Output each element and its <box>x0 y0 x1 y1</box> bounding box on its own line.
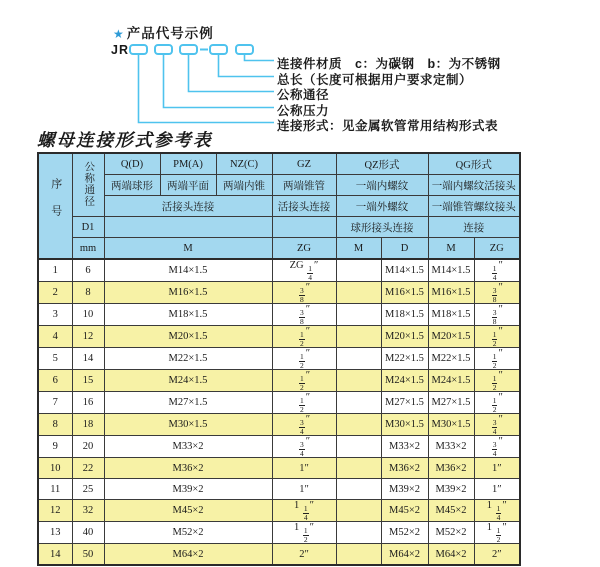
cell-qz-m <box>336 458 381 479</box>
header-col-q: Q(D) <box>104 153 160 175</box>
header-pm-sub: 两端平面 <box>160 175 216 196</box>
cell-qg-zg: 1″ <box>474 458 520 479</box>
fraction: $\frac{3}{8}$ <box>492 286 497 304</box>
cell-seq: 14 <box>38 544 72 566</box>
table-row <box>38 414 520 436</box>
cell-qz-d: M39×2 <box>381 479 428 500</box>
cell-qg-m: M27×1.5 <box>428 392 474 414</box>
cell-gz: $\frac{3}{4}$ ″ <box>272 414 336 436</box>
table-row <box>38 370 520 392</box>
fraction: $\frac{1}{2}$ <box>492 330 497 348</box>
header-col-pm: PM(A) <box>160 153 216 175</box>
header-m-col: M <box>104 238 272 260</box>
header-qg-zg: ZG <box>474 238 520 260</box>
header-d1: D1 <box>72 217 104 238</box>
cell-qz-m <box>336 436 381 458</box>
fraction: $\frac{3}{4}$ <box>492 440 497 458</box>
header-col-gz: GZ <box>272 153 336 175</box>
product-code-diagram <box>0 0 600 132</box>
cell-m: M33×2 <box>104 436 272 458</box>
cell-qg-zg: 2″ <box>474 544 520 566</box>
cell-seq: 7 <box>38 392 72 414</box>
cell-qz-d: M64×2 <box>381 544 428 566</box>
cell-dn: 10 <box>72 304 104 326</box>
fraction: $\frac{3}{8}$ <box>492 308 497 326</box>
fraction: $\frac{1}{4}$ <box>303 504 308 522</box>
cell-qz-d: M36×2 <box>381 458 428 479</box>
cell-gz: $\frac{1}{2}$ ″ <box>272 348 336 370</box>
fraction: $\frac{1}{4}$ <box>308 264 312 282</box>
diagram-label-material: 连接件材质 c：为碳钢 b：为不锈钢 <box>277 57 501 71</box>
cell-qg-zg: $\frac{3}{8}$ ″ <box>474 282 520 304</box>
fraction: $\frac{1}{4}$ <box>496 504 501 522</box>
cell-qz-m <box>336 500 381 522</box>
cell-qz-m <box>336 370 381 392</box>
cell-qg-zg: $\frac{1}{2}$ ″ <box>474 348 520 370</box>
cell-qg-m: M22×1.5 <box>428 348 474 370</box>
cell-qz-m <box>336 282 381 304</box>
header-qg-m: M <box>428 238 474 260</box>
header-dn <box>72 153 104 217</box>
cell-gz: $\frac{3}{4}$ ″ <box>272 436 336 458</box>
cell-m: M16×1.5 <box>104 282 272 304</box>
cell-qz-d: M45×2 <box>381 500 428 522</box>
fraction: $\frac{1}{2}$ <box>299 330 304 348</box>
cell-m: M36×2 <box>104 458 272 479</box>
cell-qg-m: M64×2 <box>428 544 474 566</box>
cell-qz-m <box>336 304 381 326</box>
code-box <box>180 45 197 54</box>
header-qz-sub: 一端内螺纹 <box>336 175 428 196</box>
code-box <box>210 45 227 54</box>
cell-qg-zg: 1 $\frac{1}{2}$ ″ <box>474 522 520 544</box>
cell-gz: $\frac{3}{8}$ ″ <box>272 282 336 304</box>
table-row <box>38 500 520 522</box>
cell-qg-m: M30×1.5 <box>428 414 474 436</box>
cell-dn: 8 <box>72 282 104 304</box>
connector-lines <box>139 54 275 123</box>
cell-qz-d: M14×1.5 <box>381 259 428 282</box>
cell-m: M64×2 <box>104 544 272 566</box>
cell-m: M22×1.5 <box>104 348 272 370</box>
cell-m: M39×2 <box>104 479 272 500</box>
code-box <box>236 45 253 54</box>
fraction: $\frac{1}{2}$ <box>492 396 497 414</box>
cell-seq: 4 <box>38 326 72 348</box>
fraction: $\frac{1}{2}$ <box>299 352 304 370</box>
cell-seq: 13 <box>38 522 72 544</box>
cell-gz: $\frac{3}{8}$ ″ <box>272 304 336 326</box>
cell-gz: ZG $\frac{1}{4}$ ″ <box>272 259 336 282</box>
cell-seq: 11 <box>38 479 72 500</box>
cell-dn: 6 <box>72 259 104 282</box>
diagram-label-pressure: 公称压力 <box>277 104 330 118</box>
cell-m: M27×1.5 <box>104 392 272 414</box>
cell-dn: 20 <box>72 436 104 458</box>
table-row <box>38 522 520 544</box>
code-placeholder-boxes <box>130 45 253 54</box>
fraction: $\frac{1}{2}$ <box>299 396 304 414</box>
table-row <box>38 544 520 566</box>
header-col-qz: QZ形式 <box>336 153 428 175</box>
code-box <box>130 45 147 54</box>
table-row <box>38 479 520 500</box>
cell-qg-zg: $\frac{1}{2}$ ″ <box>474 392 520 414</box>
fraction: $\frac{1}{2}$ <box>299 374 304 392</box>
header-seq-label: 序号 <box>49 177 62 232</box>
cell-qg-m: M18×1.5 <box>428 304 474 326</box>
table-body <box>38 259 520 565</box>
header-qz-d: D <box>381 238 428 260</box>
header-qz-sub2: 一端外螺纹 <box>336 196 428 217</box>
cell-qg-zg: $\frac{1}{2}$ ″ <box>474 326 520 348</box>
table-row <box>38 282 520 304</box>
cell-qz-m <box>336 522 381 544</box>
star-icon: ★ <box>113 27 125 41</box>
cell-qg-zg: 1″ <box>474 479 520 500</box>
code-box <box>155 45 172 54</box>
cell-qg-m: M36×2 <box>428 458 474 479</box>
header-q-sub: 两端球形 <box>104 175 160 196</box>
header-blank-cell <box>104 217 272 238</box>
cell-m: M18×1.5 <box>104 304 272 326</box>
table-row <box>38 259 520 282</box>
header-gz-sub: 两端锥管 <box>272 175 336 196</box>
cell-qz-d: M18×1.5 <box>381 304 428 326</box>
cell-gz: $\frac{1}{2}$ ″ <box>272 370 336 392</box>
cell-seq: 1 <box>38 259 72 282</box>
cell-seq: 10 <box>38 458 72 479</box>
cell-gz: $\frac{1}{2}$ ″ <box>272 392 336 414</box>
cell-qz-d: M33×2 <box>381 436 428 458</box>
table-title: 螺母连接形式参考表 <box>37 130 213 150</box>
cell-qz-d: M30×1.5 <box>381 414 428 436</box>
cell-dn: 15 <box>72 370 104 392</box>
cell-qz-d: M27×1.5 <box>381 392 428 414</box>
table-row <box>38 348 520 370</box>
diagram-label-connection: 连接形式：见金属软管常用结构形式表 <box>277 119 499 133</box>
nut-connection-table <box>37 152 521 566</box>
cell-qg-m: M45×2 <box>428 500 474 522</box>
header-union-conn: 活接头连接 <box>104 196 272 217</box>
table-row <box>38 436 520 458</box>
header-col-nz: NZ(C) <box>216 153 272 175</box>
cell-qz-m <box>336 348 381 370</box>
header-mm: mm <box>72 238 104 260</box>
cell-qg-zg: 1 $\frac{1}{4}$ ″ <box>474 500 520 522</box>
cell-m: M45×2 <box>104 500 272 522</box>
cell-qg-m: M33×2 <box>428 436 474 458</box>
table-header <box>38 153 520 259</box>
cell-qz-d: M20×1.5 <box>381 326 428 348</box>
cell-m: M24×1.5 <box>104 370 272 392</box>
cell-dn: 22 <box>72 458 104 479</box>
fraction: $\frac{3}{4}$ <box>299 440 304 458</box>
fraction: $\frac{1}{2}$ <box>492 352 497 370</box>
header-col-qg: QG形式 <box>428 153 520 175</box>
header-blank-cell <box>272 217 336 238</box>
cell-gz: $\frac{1}{2}$ ″ <box>272 326 336 348</box>
table-row <box>38 392 520 414</box>
cell-dn: 18 <box>72 414 104 436</box>
cell-qg-zg: $\frac{3}{4}$ ″ <box>474 436 520 458</box>
cell-gz: 2″ <box>272 544 336 566</box>
cell-qg-zg: $\frac{1}{2}$ ″ <box>474 370 520 392</box>
cell-qz-d: M24×1.5 <box>381 370 428 392</box>
cell-dn: 50 <box>72 544 104 566</box>
header-dn-label: 公称通径 <box>83 160 95 207</box>
header-nz-sub: 两端内锥 <box>216 175 272 196</box>
cell-qg-m: M39×2 <box>428 479 474 500</box>
table-row <box>38 326 520 348</box>
cell-gz: 1″ <box>272 479 336 500</box>
cell-dn: 25 <box>72 479 104 500</box>
cell-qg-m: M52×2 <box>428 522 474 544</box>
cell-m: M14×1.5 <box>104 259 272 282</box>
header-gz-conn: 活接头连接 <box>272 196 336 217</box>
cell-gz: 1 $\frac{1}{4}$ ″ <box>272 500 336 522</box>
code-prefix: JR <box>111 43 129 57</box>
cell-qg-zg: $\frac{1}{4}$ ″ <box>474 259 520 282</box>
cell-qg-m: M16×1.5 <box>428 282 474 304</box>
cell-dn: 12 <box>72 326 104 348</box>
cell-gz: 1″ <box>272 458 336 479</box>
cell-m: M20×1.5 <box>104 326 272 348</box>
diagram-label-length: 总长（长度可根据用户要求定制） <box>277 73 473 87</box>
table-row <box>38 304 520 326</box>
cell-seq: 6 <box>38 370 72 392</box>
header-qz-m: M <box>336 238 381 260</box>
cell-qg-zg: $\frac{3}{4}$ ″ <box>474 414 520 436</box>
header-zg-col: ZG <box>272 238 336 260</box>
cell-m: M52×2 <box>104 522 272 544</box>
cell-qg-m: M20×1.5 <box>428 326 474 348</box>
diagram-title-text: 产品代号示例 <box>126 26 214 41</box>
header-qg-conn: 连接 <box>428 217 520 238</box>
cell-qg-zg: $\frac{3}{8}$ ″ <box>474 304 520 326</box>
cell-seq: 5 <box>38 348 72 370</box>
cell-qz-d: M16×1.5 <box>381 282 428 304</box>
cell-dn: 16 <box>72 392 104 414</box>
cell-dn: 40 <box>72 522 104 544</box>
cell-gz: 1 $\frac{1}{2}$ ″ <box>272 522 336 544</box>
header-qg-sub: 一端内螺纹活接头 <box>428 175 520 196</box>
cell-qz-m <box>336 544 381 566</box>
fraction: $\frac{1}{2}$ <box>303 526 308 544</box>
cell-m: M30×1.5 <box>104 414 272 436</box>
cell-seq: 12 <box>38 500 72 522</box>
table-row <box>38 458 520 479</box>
cell-qz-m <box>336 326 381 348</box>
header-seq <box>38 153 72 259</box>
cell-qg-m: M24×1.5 <box>428 370 474 392</box>
diagram-label-diameter: 公称通径 <box>277 88 330 102</box>
cell-seq: 3 <box>38 304 72 326</box>
cell-qz-m <box>336 414 381 436</box>
fraction: $\frac{3}{8}$ <box>299 308 304 326</box>
cell-dn: 32 <box>72 500 104 522</box>
fraction: $\frac{3}{4}$ <box>299 418 304 436</box>
header-qz-conn: 球形接头连接 <box>336 217 428 238</box>
cell-seq: 8 <box>38 414 72 436</box>
fraction: $\frac{1}{2}$ <box>492 374 497 392</box>
header-qg-sub2: 一端锥管螺纹接头 <box>428 196 520 217</box>
cell-seq: 2 <box>38 282 72 304</box>
fraction: $\frac{3}{4}$ <box>492 418 497 436</box>
cell-qz-m <box>336 259 381 282</box>
cell-dn: 14 <box>72 348 104 370</box>
cell-qz-d: M22×1.5 <box>381 348 428 370</box>
cell-seq: 9 <box>38 436 72 458</box>
cell-qg-m: M14×1.5 <box>428 259 474 282</box>
cell-qz-m <box>336 479 381 500</box>
cell-qz-d: M52×2 <box>381 522 428 544</box>
fraction: $\frac{3}{8}$ <box>299 286 304 304</box>
fraction: $\frac{1}{4}$ <box>492 264 497 282</box>
fraction: $\frac{1}{2}$ <box>496 526 501 544</box>
cell-qz-m <box>336 392 381 414</box>
